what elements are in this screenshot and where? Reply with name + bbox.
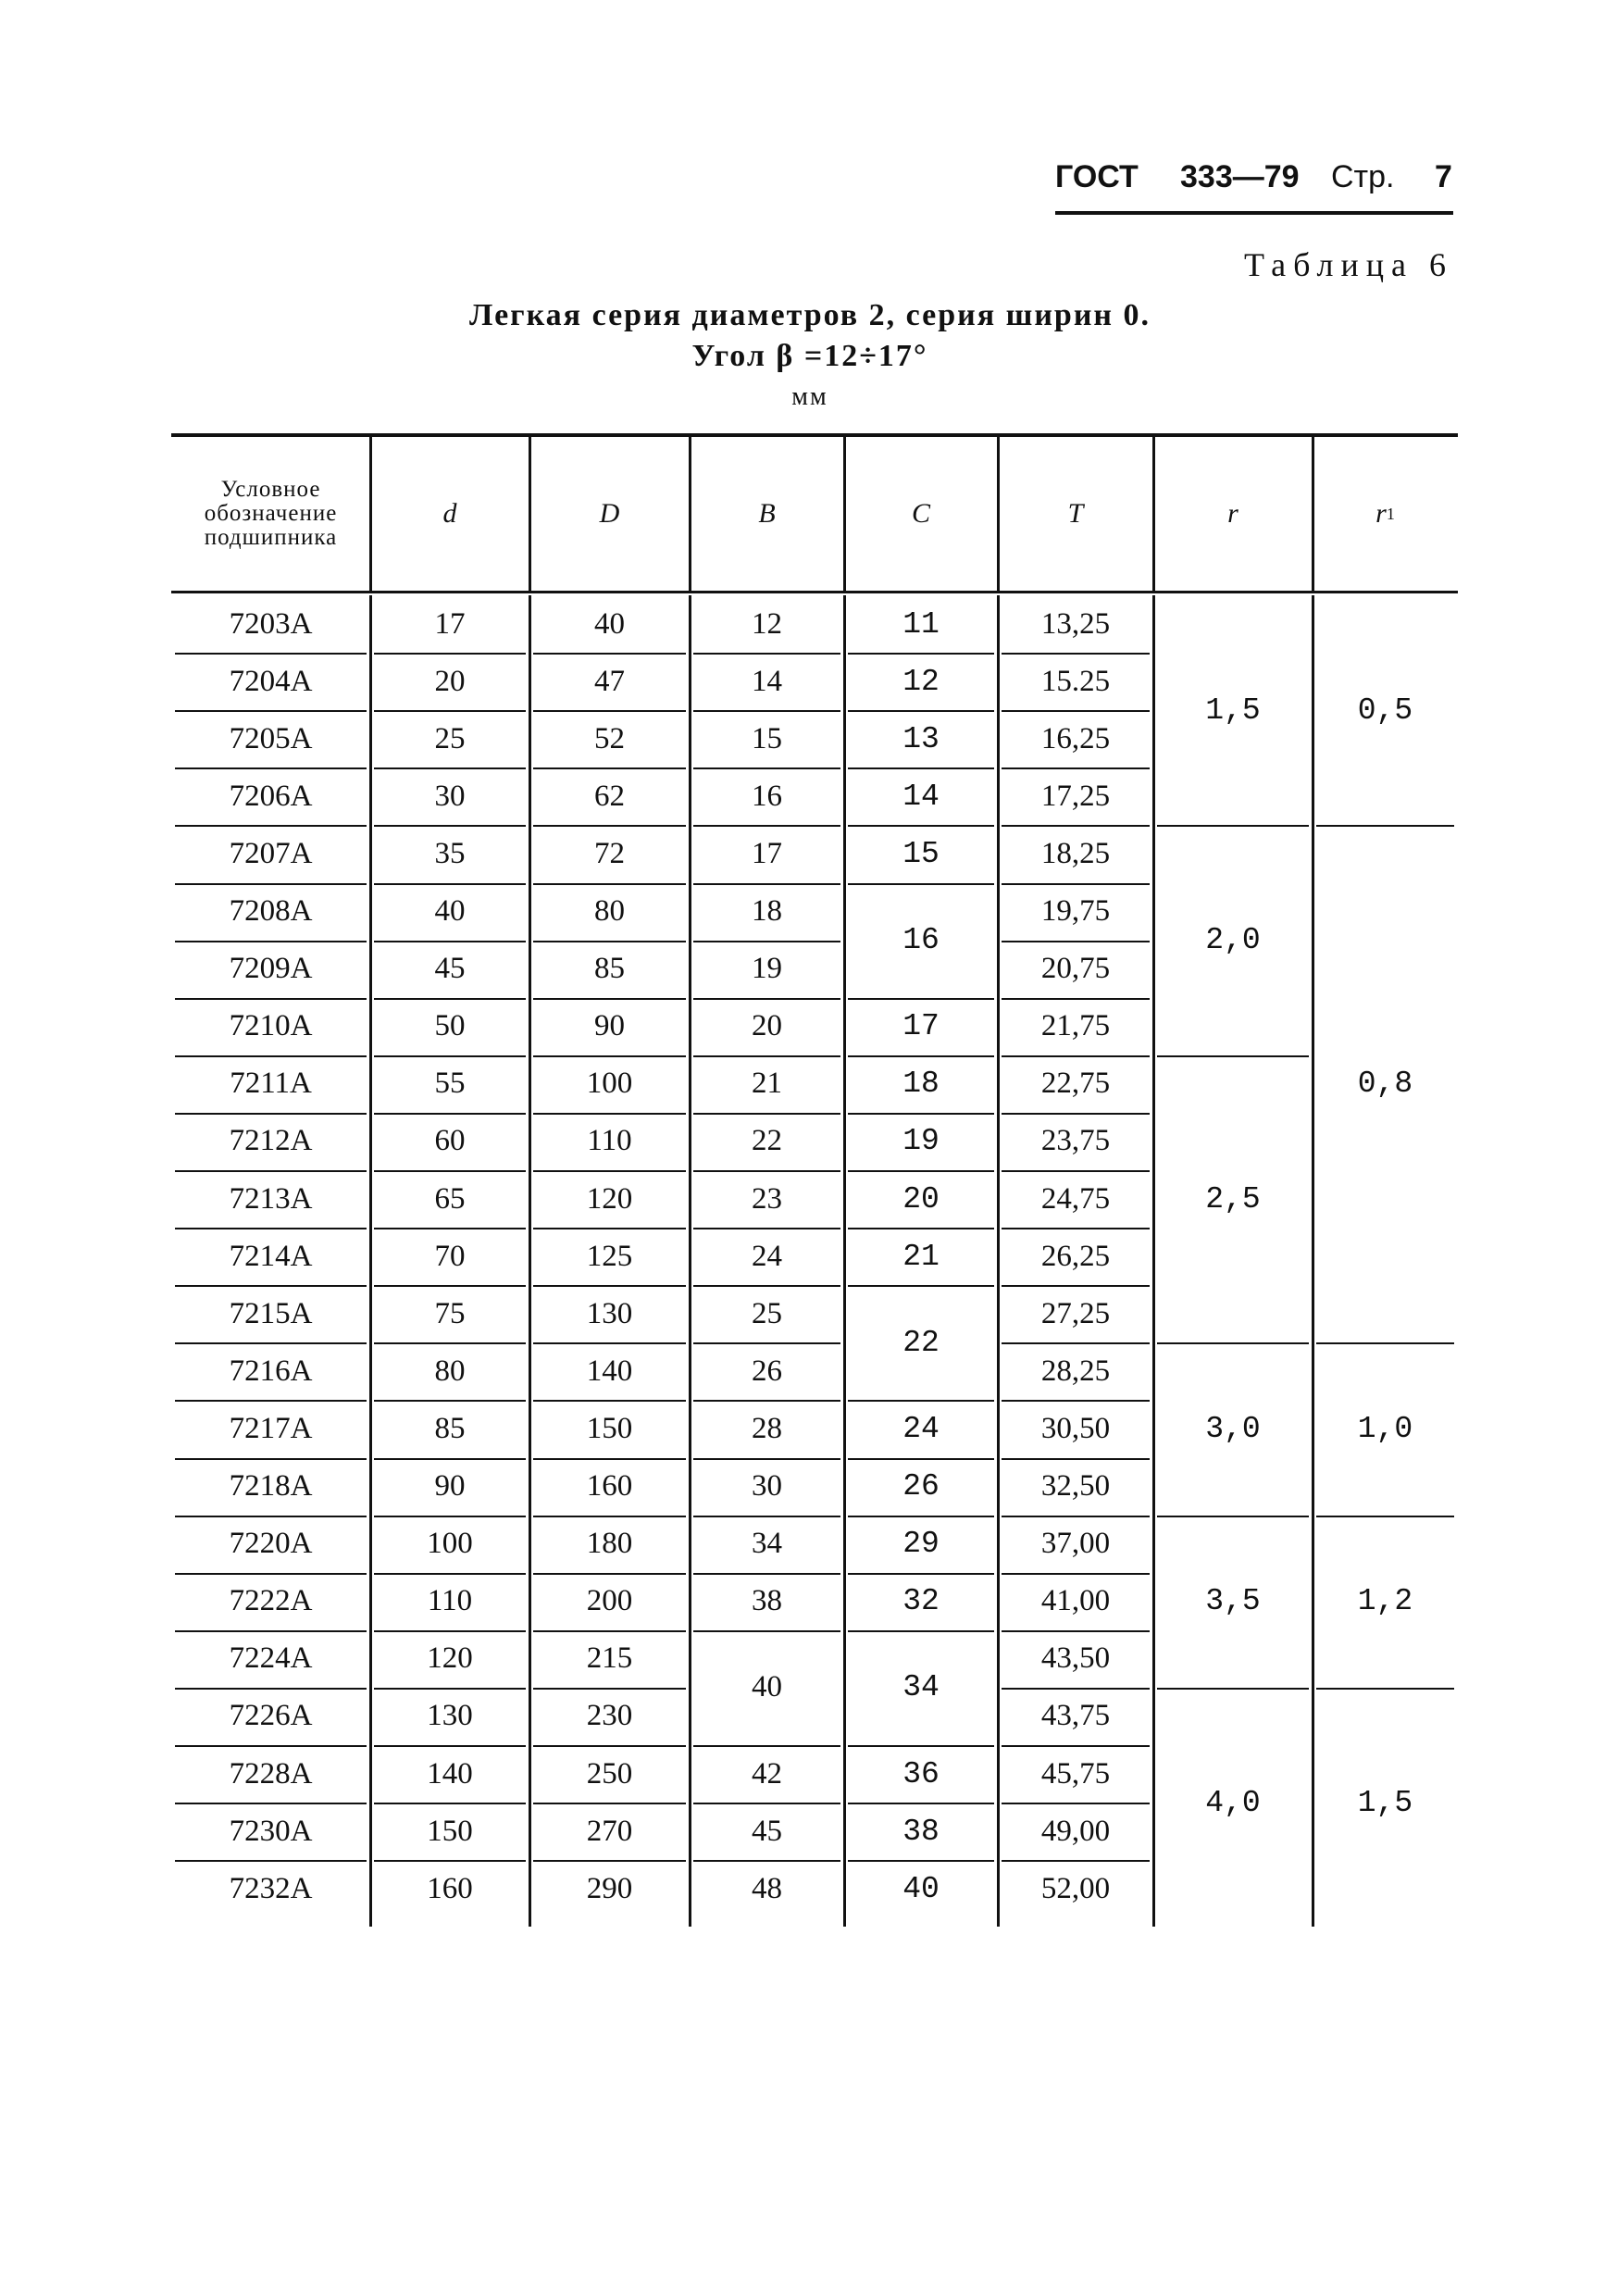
cell-C: 13 [902,721,940,756]
bearing-designation: 7212A [229,1124,313,1158]
bearing-designation: 7210A [229,1009,313,1043]
cell-d: 150 [427,1814,473,1848]
cell-D: 130 [586,1296,633,1330]
cell-C: 34 [902,1670,940,1705]
cell-T: 18,25 [1040,836,1111,870]
column-header-T: T [1067,498,1084,529]
cell-B: 25 [752,1296,782,1330]
cell-r: 2,5 [1205,1181,1261,1217]
cell-B: 23 [752,1181,782,1216]
cell-T: 16,25 [1040,721,1111,755]
cell-d: 160 [427,1871,473,1905]
cell-B: 20 [752,1009,782,1043]
table-label: Таблица 6 [1244,246,1453,283]
cell-C: 12 [902,664,940,699]
cell-D: 180 [586,1527,633,1561]
cell-C: 40 [902,1871,940,1906]
bearing-designation: 7207A [229,836,313,870]
cell-B: 42 [752,1756,782,1791]
column-header-C: C [911,498,930,529]
cell-D: 250 [586,1756,633,1791]
cell-T: 26,25 [1040,1239,1111,1273]
cell-B: 28 [752,1411,782,1445]
cell-d: 20 [434,664,466,698]
cell-T: 30,50 [1040,1411,1111,1445]
cell-C: 14 [902,779,940,814]
cell-C: 36 [902,1756,940,1791]
cell-d: 70 [434,1239,466,1273]
table-caption-line1: Легкая серия диаметров 2, серия ширин 0. [468,298,1151,332]
cell-D: 100 [586,1067,633,1101]
cell-T: 21,75 [1040,1009,1111,1043]
cell-D: 90 [594,1009,625,1043]
cell-B: 48 [752,1871,782,1905]
cell-r: 1,5 [1205,693,1261,728]
cell-B: 34 [752,1527,782,1561]
cell-d: 35 [434,836,466,870]
cell-T: 27,25 [1040,1296,1111,1330]
cell-B: 14 [752,664,782,698]
cell-D: 62 [594,779,625,813]
cell-C: 24 [902,1411,940,1446]
cell-B: 22 [752,1124,782,1158]
bearing-designation: 7205A [229,721,313,755]
cell-D: 150 [586,1411,633,1445]
column-header-d: d [442,498,457,529]
cell-d: 30 [434,779,466,813]
cell-T: 22,75 [1040,1067,1111,1101]
cell-T: 45,75 [1040,1756,1111,1791]
cell-T: 49,00 [1040,1814,1111,1848]
cell-T: 41,00 [1040,1584,1111,1618]
standard-label: ГОСТ [1055,159,1139,194]
cell-C: 17 [902,1009,940,1044]
cell-d: 75 [434,1296,466,1330]
bearing-designation: 7209A [229,952,313,986]
bearing-designation: 7217A [229,1411,313,1445]
cell-T: 23,75 [1040,1124,1111,1158]
cell-r1: 0,5 [1357,693,1413,728]
cell-D: 72 [594,836,625,870]
cell-d: 80 [434,1354,466,1388]
cell-d: 55 [434,1067,466,1101]
cell-D: 270 [586,1814,633,1848]
cell-r1: 0,8 [1357,1067,1413,1102]
column-header-r1-subscript: 1 [1386,505,1395,523]
cell-B: 16 [752,779,782,813]
table-unit: мм [791,382,828,411]
cell-d: 45 [434,952,466,986]
cell-C: 11 [902,606,940,642]
cell-D: 47 [594,664,625,698]
column-header-r1 [1313,437,1458,591]
cell-C: 16 [902,923,940,958]
cell-D: 290 [586,1871,633,1905]
cell-r1: 1,2 [1357,1584,1413,1619]
bearing-designation: 7211A [230,1067,312,1101]
cell-D: 140 [586,1354,633,1388]
cell-B: 18 [752,894,782,929]
column-header-r1-base: r [1375,498,1387,529]
cell-B: 30 [752,1469,782,1504]
cell-d: 140 [427,1756,473,1791]
cell-C: 38 [902,1814,940,1849]
cell-T: 15.25 [1040,664,1111,698]
cell-B: 26 [752,1354,782,1388]
cell-C: 20 [902,1181,940,1217]
cell-C: 22 [902,1325,940,1360]
cell-r: 2,0 [1205,923,1261,958]
cell-D: 230 [586,1699,633,1733]
cell-T: 24,75 [1040,1181,1111,1216]
cell-T: 43,50 [1040,1641,1111,1676]
cell-T: 32,50 [1040,1469,1111,1504]
bearing-designation: 7220A [229,1527,313,1561]
cell-d: 17 [434,606,466,641]
cell-B: 45 [752,1814,782,1848]
bearing-designation: 7218A [229,1469,313,1504]
bearing-designation: 7214A [229,1239,313,1273]
bearing-designation: 7222A [229,1584,313,1618]
cell-B: 38 [752,1584,782,1618]
cell-D: 85 [594,952,625,986]
cell-T: 37,00 [1040,1527,1111,1561]
bearing-designation: 7204A [229,664,313,698]
cell-T: 13,25 [1040,606,1111,641]
table-caption-line2: Угол β =12÷17° [691,339,928,373]
cell-B-merged: 40 [752,1670,782,1704]
cell-T: 52,00 [1040,1871,1111,1905]
cell-C: 18 [902,1067,940,1102]
cell-d: 40 [434,894,466,929]
cell-D: 120 [586,1181,633,1216]
column-header-D: D [599,498,620,529]
bearing-designation: 7216A [229,1354,313,1388]
cell-D: 215 [586,1641,633,1676]
bearing-designation: 7206A [229,779,313,813]
cell-T: 20,75 [1040,952,1111,986]
cell-r: 4,0 [1205,1785,1261,1820]
cell-D: 200 [586,1584,633,1618]
cell-r: 3,0 [1205,1411,1261,1446]
bearing-designation: 7230A [229,1814,313,1848]
cell-d: 60 [434,1124,466,1158]
cell-d: 120 [427,1641,473,1676]
bearing-designation: 7232A [229,1871,313,1905]
cell-B: 19 [752,952,782,986]
cell-B: 24 [752,1239,782,1273]
header-bottom-rule [171,591,1458,593]
cell-d: 100 [427,1527,473,1561]
cell-T: 17,25 [1040,779,1111,813]
cell-D: 80 [594,894,625,929]
bearing-designation: 7203A [229,606,313,641]
cell-d: 50 [434,1009,466,1043]
cell-d: 130 [427,1699,473,1733]
cell-B: 17 [752,836,782,870]
cell-D: 40 [594,606,625,641]
cell-B: 21 [752,1067,782,1101]
cell-B: 12 [752,606,782,641]
cell-C: 32 [902,1584,940,1619]
cell-T: 43,75 [1040,1699,1111,1733]
standard-number: 333—79 [1180,159,1300,194]
cell-B: 15 [752,721,782,755]
cell-C: 26 [902,1469,940,1504]
page-label: Стр. [1331,159,1395,194]
cell-T: 28,25 [1040,1354,1111,1388]
cell-D: 110 [587,1124,632,1158]
cell-d: 25 [434,721,466,755]
cell-T: 19,75 [1040,894,1111,929]
cell-D: 125 [586,1239,633,1273]
cell-r: 3,5 [1205,1584,1261,1619]
bearing-designation: 7208A [229,894,313,929]
cell-C: 19 [902,1124,940,1159]
column-header-designation: Условное обозначение подшипника [204,476,338,551]
cell-d: 65 [434,1181,466,1216]
cell-d: 110 [427,1584,473,1618]
cell-C: 15 [902,836,940,871]
cell-D: 52 [594,721,625,755]
column-header-r: r [1227,498,1238,529]
bearing-designation: 7213A [229,1181,313,1216]
cell-d: 90 [434,1469,466,1504]
cell-D: 160 [586,1469,633,1504]
cell-C: 21 [902,1239,940,1274]
cell-C: 29 [902,1527,940,1562]
page-number: 7 [1435,159,1452,194]
cell-r1: 1,0 [1357,1411,1413,1446]
cell-r1: 1,5 [1357,1785,1413,1820]
bearing-designation: 7226A [229,1699,313,1733]
bearing-designation: 7215A [229,1296,313,1330]
cell-d: 85 [434,1411,466,1445]
column-header-B: B [758,498,776,529]
bearing-designation: 7224A [229,1641,313,1676]
bearing-designation: 7228A [229,1756,313,1791]
